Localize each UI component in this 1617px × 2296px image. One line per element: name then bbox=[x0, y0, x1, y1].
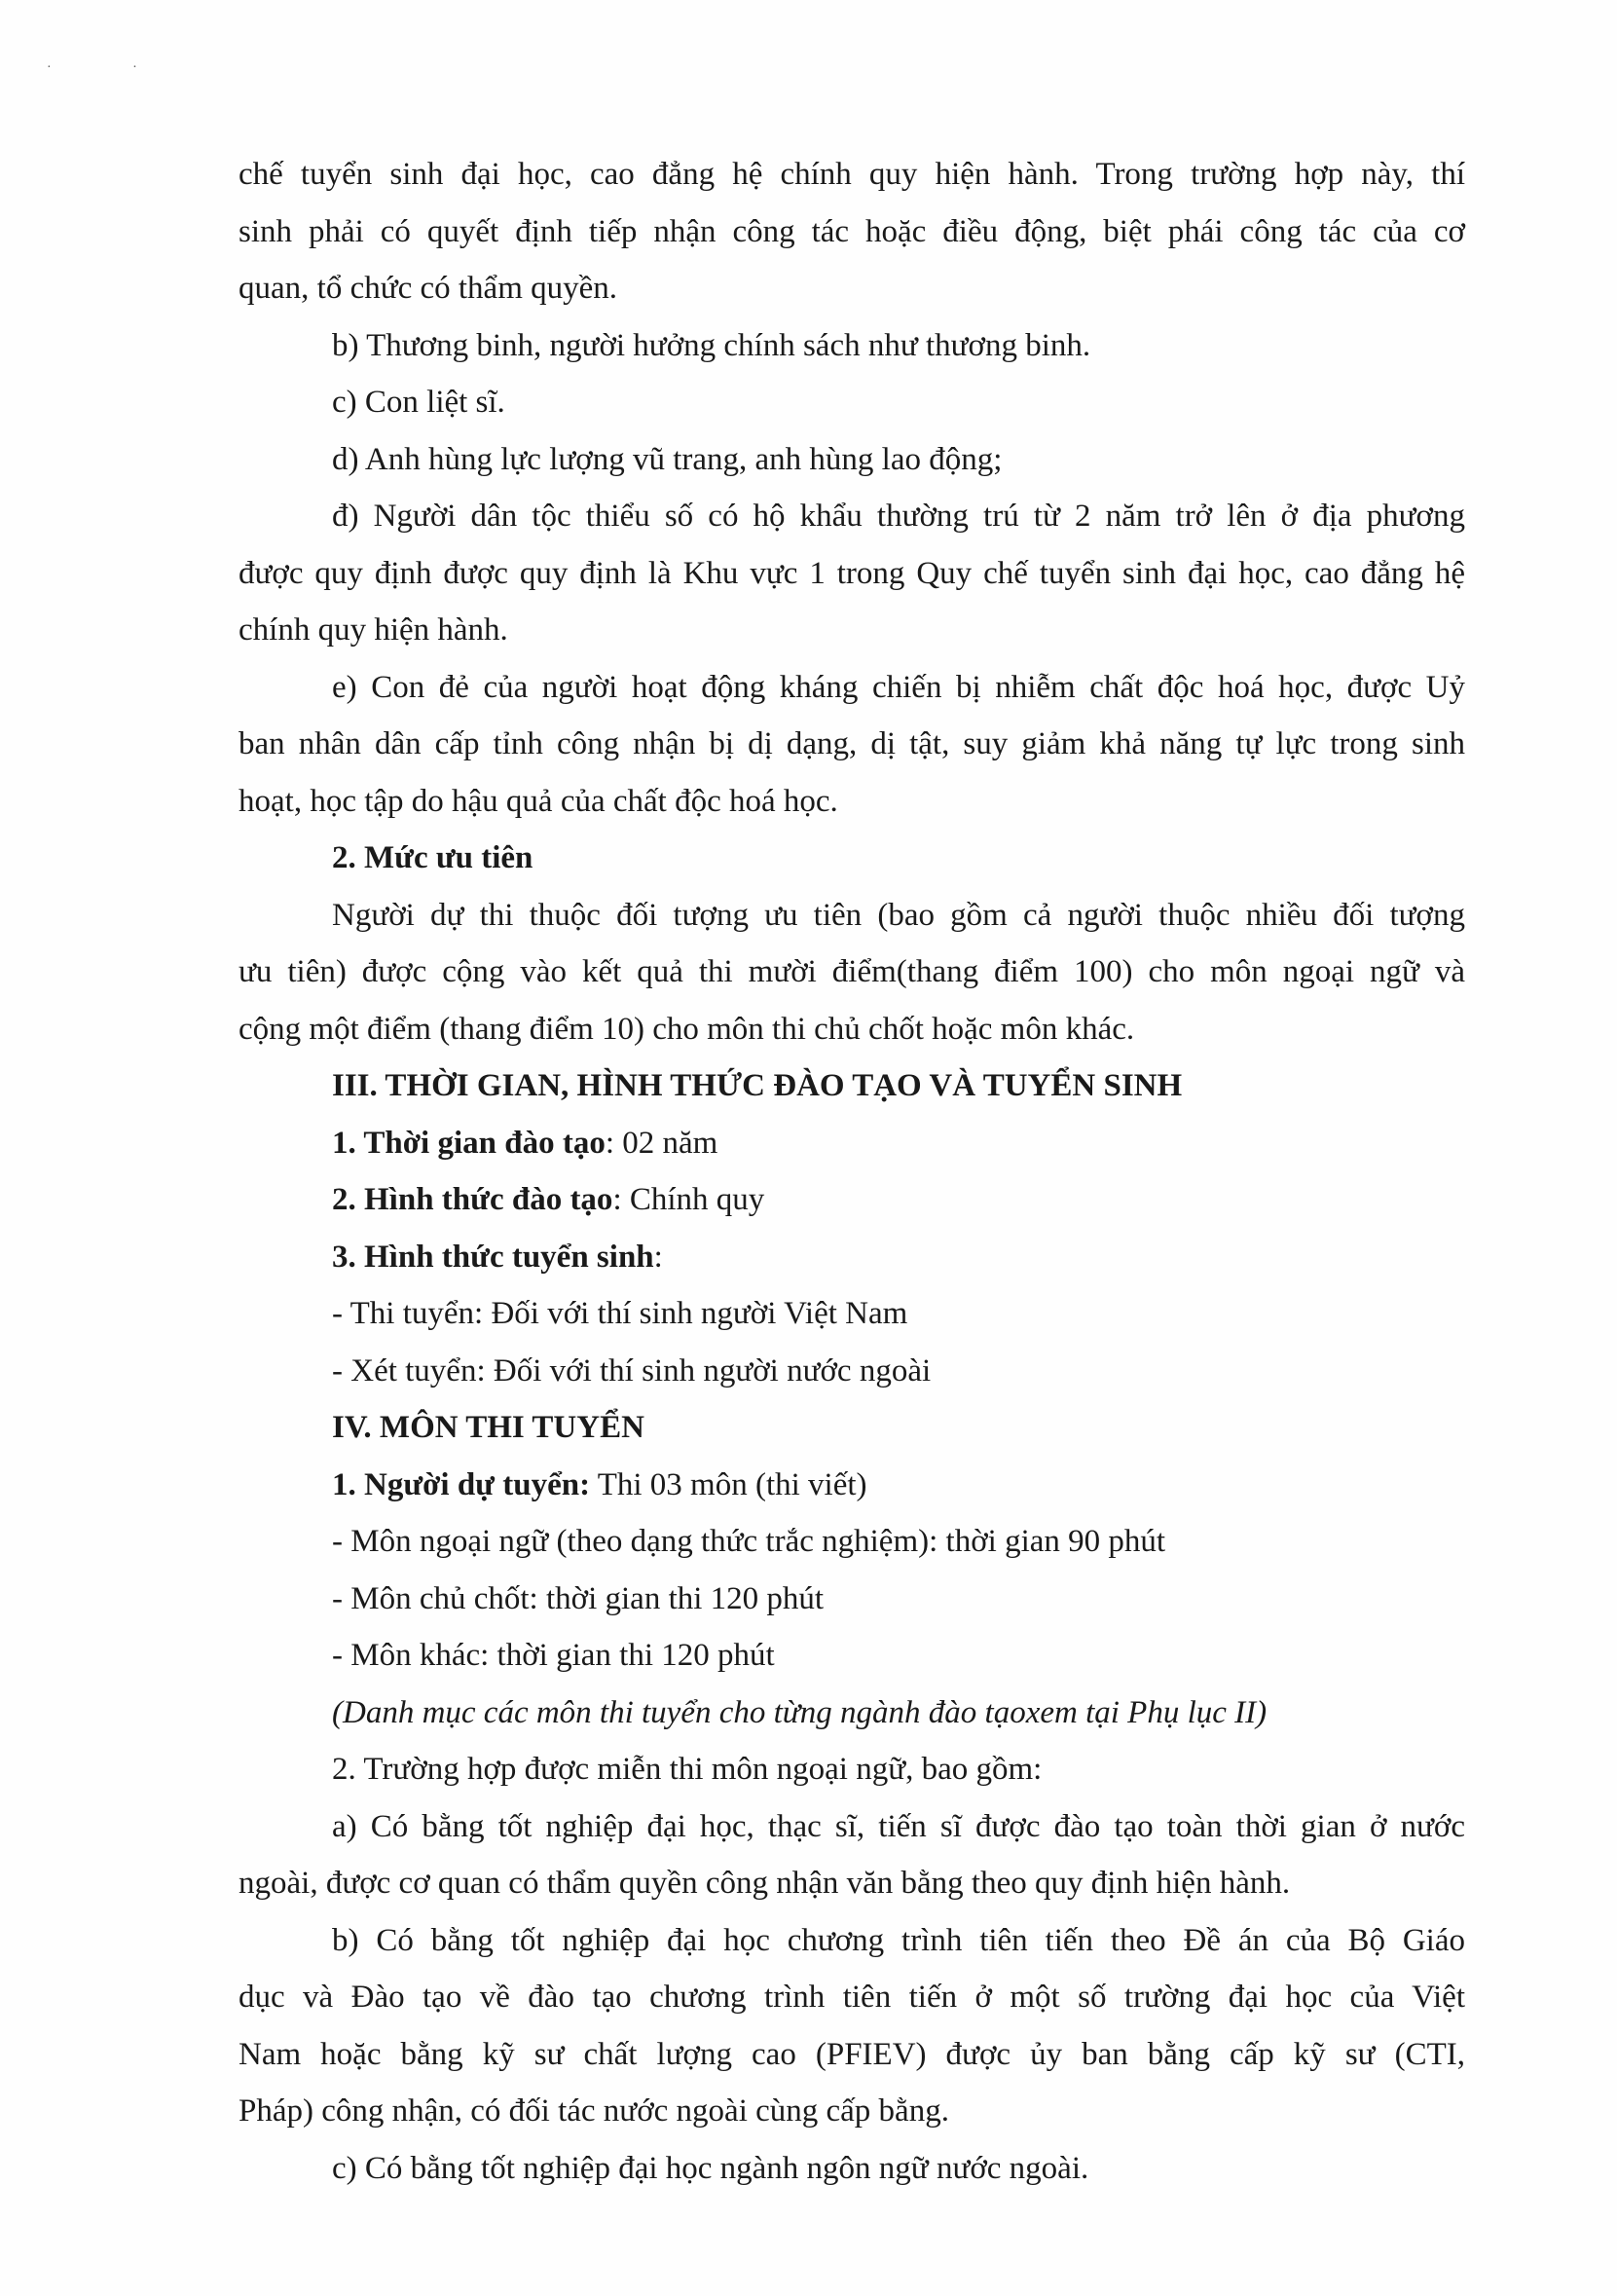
item-e-line: e) Con đẻ của người hoạt động kháng chiến bị nhiễm chất độc hoá học, được Uỷ bbox=[332, 669, 1465, 705]
bullet-item: - Môn khác: thời gian thi 120 phút bbox=[332, 1638, 775, 1673]
heading-text: 2. Mức ưu tiên bbox=[332, 840, 533, 875]
paragraph-line: chế tuyển sinh đại học, cao đẳng hệ chính quy hiện hành. Trong trường hợp này, thí bbox=[239, 157, 1465, 192]
item-label: 1. Thời gian đào tạo bbox=[332, 1125, 606, 1161]
section-iii-heading bbox=[239, 1057, 1465, 1115]
item-b-line: Pháp) công nhận, có đối tác nước ngoài cùng cấp bằng. bbox=[239, 2093, 949, 2129]
scan-specks: · · bbox=[47, 60, 176, 75]
item-b-line: dục và Đào tạo về đào tạo chương trình tiên tiến ở một số trường đại học của Việt bbox=[239, 1980, 1465, 2015]
heading-text: IV. MÔN THI TUYỂN bbox=[332, 1410, 644, 1445]
muc-uu-tien-line: ưu tiên) được cộng vào kết quả thi mười điểm(thang điểm 100) cho môn ngoại ngữ và bbox=[239, 954, 1465, 989]
item-value: Thi 03 môn (thi viết) bbox=[590, 1466, 867, 1502]
section-iii-item-1 bbox=[239, 1115, 1465, 1172]
item-e-line: ban nhân dân cấp tỉnh công nhận bị dị dạng, dị tật, suy giảm khả năng tự lực trong sinh bbox=[239, 726, 1465, 761]
paragraph-line: sinh phải có quyết định tiếp nhận công tác hoặc điều động, biệt phái công tác của cơ bbox=[239, 213, 1465, 249]
item-dd-line: chính quy hiện hành. bbox=[239, 612, 508, 648]
item-a-line: ngoài, được cơ quan có thẩm quyền công nhận văn bằng theo quy định hiện hành. bbox=[239, 1866, 1291, 1901]
item-value: : 02 năm bbox=[605, 1125, 718, 1161]
item-e-line: hoạt, học tập do hậu quả của chất độc hoá học. bbox=[239, 783, 838, 819]
section-iv-item-2: 2. Trường hợp được miễn thi môn ngoại ngữ, bao gồm: bbox=[332, 1752, 1043, 1787]
item-value: : bbox=[653, 1239, 663, 1275]
item-c-line: c) Có bằng tốt nghiệp đại học ngành ngôn ngữ nước ngoài. bbox=[332, 2150, 1089, 2186]
item-label: 2. Hình thức đào tạo bbox=[332, 1182, 613, 1217]
bullet-item: - Môn ngoại ngữ (theo dạng thức trắc nghiệm): thời gian 90 phút bbox=[332, 1524, 1166, 1559]
item-label: 3. Hình thức tuyển sinh bbox=[332, 1239, 654, 1275]
item-a-line: a) Có bằng tốt nghiệp đại học, thạc sĩ, tiến sĩ được đào tạo toàn thời gian ở nước bbox=[332, 1808, 1465, 1844]
heading-muc-uu-tien bbox=[239, 830, 1465, 887]
section-iv-item-1 bbox=[239, 1457, 1465, 1514]
section-iii-item-3 bbox=[239, 1229, 1465, 1286]
note-text: (Danh mục các môn thi tuyển cho từng ngành đào tạoxem tại Phụ lục II) bbox=[332, 1694, 1268, 1730]
paragraph-line: quan, tổ chức có thẩm quyền. bbox=[239, 271, 618, 306]
item-c: c) Con liệt sĩ. bbox=[332, 385, 505, 420]
section-iv-heading bbox=[239, 1399, 1465, 1457]
item-d: d) Anh hùng lực lượng vũ trang, anh hùng lao động; bbox=[332, 441, 1003, 477]
item-value: : Chính quy bbox=[612, 1182, 765, 1217]
item-b-line: Nam hoặc bằng kỹ sư chất lượng cao (PFIEV) được ủy ban bằng cấp kỹ sư (CTI, bbox=[239, 2036, 1465, 2072]
bullet-item: - Môn chủ chốt: thời gian thi 120 phút bbox=[332, 1580, 825, 1616]
bullet-item: - Xét tuyển: Đối với thí sinh người nước ngoài bbox=[332, 1352, 932, 1389]
note-line bbox=[239, 1685, 1465, 1742]
item-b: b) Thương binh, người hưởng chính sách như thương binh. bbox=[332, 327, 1091, 363]
section-iii-item-2 bbox=[239, 1171, 1465, 1229]
document-body bbox=[239, 146, 1465, 2197]
muc-uu-tien-line: cộng một điểm (thang điểm 10) cho môn thi chủ chốt hoặc môn khác. bbox=[239, 1011, 1135, 1047]
heading-text: III. THỜI GIAN, HÌNH THỨC ĐÀO TẠO VÀ TUYỂN SINH bbox=[332, 1068, 1183, 1103]
item-label: 1. Người dự tuyển: bbox=[332, 1466, 591, 1502]
item-dd-line: được quy định được quy định là Khu vực 1 trong Quy chế tuyển sinh đại học, cao đẳng hệ bbox=[239, 555, 1465, 591]
item-b-line: b) Có bằng tốt nghiệp đại học chương trình tiên tiến theo Đề án của Bộ Giáo bbox=[332, 1922, 1465, 1958]
bullet-item: - Thi tuyển: Đối với thí sinh người Việt Nam bbox=[332, 1296, 908, 1331]
item-dd-line: đ) Người dân tộc thiểu số có hộ khẩu thường trú từ 2 năm trở lên ở địa phương bbox=[332, 499, 1465, 534]
muc-uu-tien-line: Người dự thi thuộc đối tượng ưu tiên (bao gồm cả người thuộc nhiều đối tượng bbox=[332, 897, 1465, 933]
